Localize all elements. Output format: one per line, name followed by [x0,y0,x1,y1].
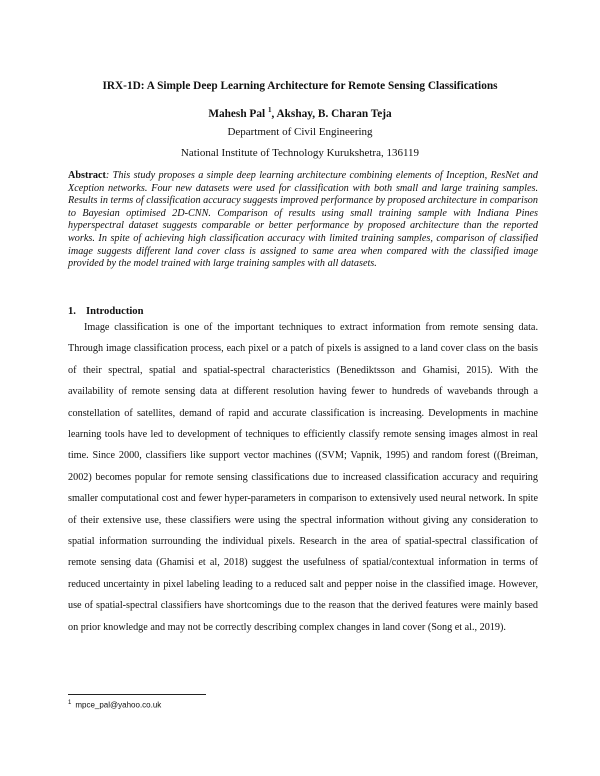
footnote-marker: 1 [68,700,72,706]
author-list [0,106,600,120]
footnote-divider [68,694,206,695]
section-number: 1. [68,306,76,317]
affiliation-department: Department of Civil Engineering [227,126,373,138]
abstract-text: : This study proposes a simple deep learning architecture combining elements of Inception, ResNet and Xception networks. Four new datasets were used for classification with both small and large training samples. Results in terms of classification accuracy suggests improved performance by proposed architecture in comparison to Bayesian optimised 2D-CNN. Comparison of results using small training sample with Indiana Pines hyperspectral dataset suggests comparable or better performance by proposed architecture than the reported works. In spite of achieving high classification accuracy with limited training samples, comparison of classified image suggests different land cover class is assigned to same area when compared with the classified image provided by the model trained with large training samples with all datasets. [68,170,538,270]
footnote-email: mpce_pal@yahoo.co.uk [75,700,162,710]
paper-title: IRX-1D: A Simple Deep Learning Architecture for Remote Sensing Classifications [102,80,498,92]
introduction-paragraph: Image classification is one of the important techniques to extract information from remote sensing data. Through image classification process, each pixel or a patch of pixels is assigned to a land cover class on the basis of their spectral, spatial and spatial-spectral characteristics (Benediktsson and Ghamisi, 2015). With the availability of remote sensing data at different resolution having fewer to hundreds of wavebands through a constellation of satellites, demand of rapid and accurate classification is increasing. Developments in machine learning tools have led to development of techniques to efficiently classify remote sensing images almost in real time. Since 2000, classifiers like support vector machines ((SVM; Vapnik, 1995) and random forest ((Breiman, 2002) becomes popular for remote sensing classifications due to increased classification accuracy and requiring smaller computational cost and fewer hyper-parameters in comparison to extensively used neural network. In spite of their extensive use, these classifiers were using the spectral information without giving any consideration to spatial information surrounding the individual pixels. Research in the area of spatial-spectral classification of remote sensing data (Ghamisi et al, 2018) suggest the usefulness of spatial/contextual information in terms of reduced uncertainty in pixel labeling leading to a reduced salt and pepper noise in the classified image. However, use of spatial-spectral classifiers have shortcomings due to the reason that the derived features were mainly based on prior knowledge and may not be correctly describing complex changes in land cover (Song et al., 2019). [68,322,538,633]
affiliation-institute: National Institute of Technology Kurukshetra, 136119 [180,147,420,159]
author-footnote-marker: 1 [267,106,272,114]
footnote [68,700,161,710]
abstract-label: Abstract [68,170,106,181]
author-first: Mahesh Pal [208,107,266,120]
section-heading-introduction [68,306,144,317]
author-rest: , Akshay, B. Charan Teja [271,107,392,120]
abstract [68,170,538,271]
section-title: Introduction [86,306,144,317]
